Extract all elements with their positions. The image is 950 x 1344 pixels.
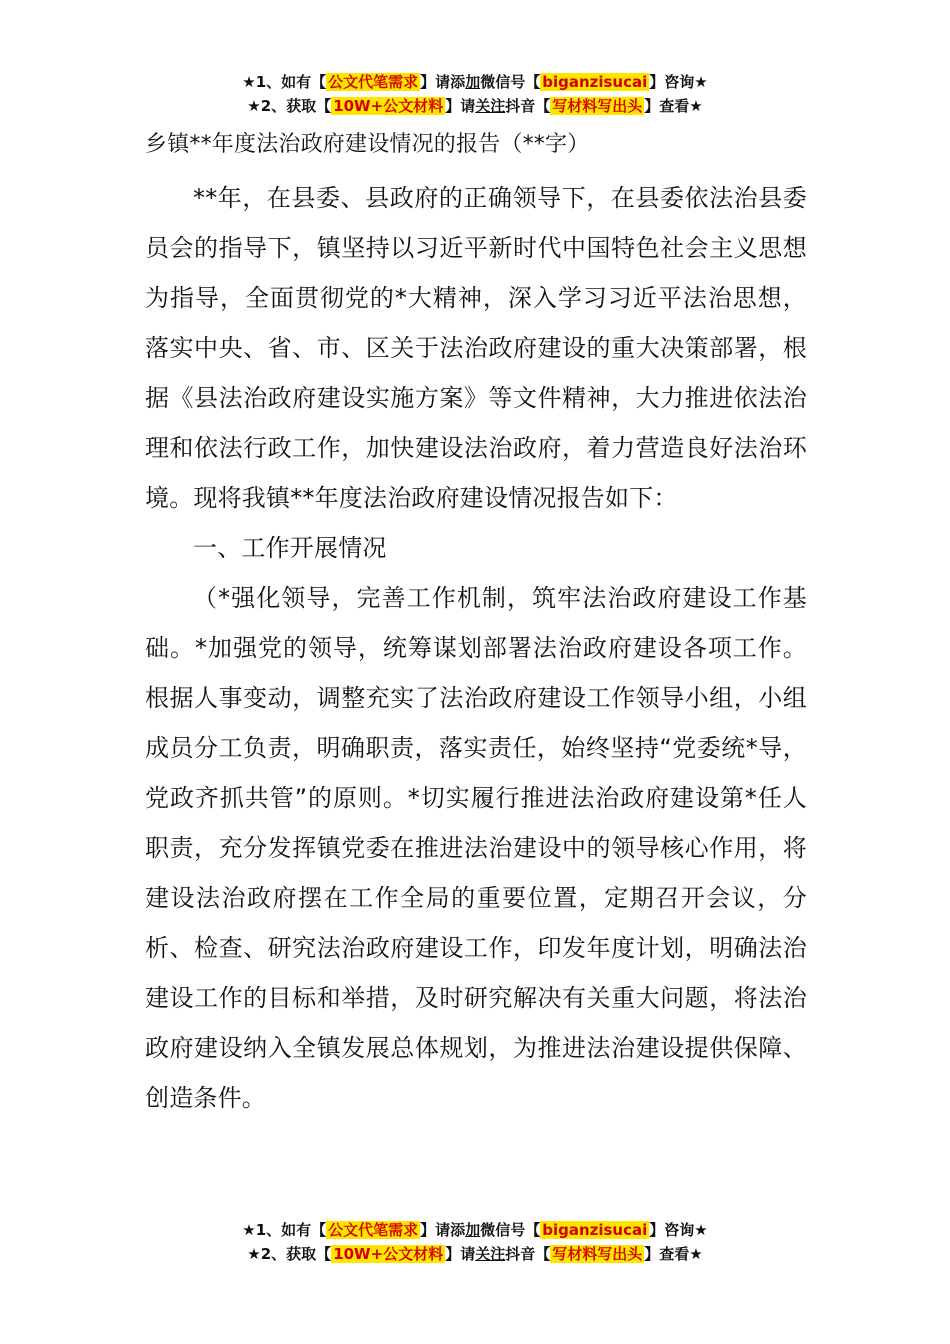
promo-banner-bottom — [0, 1218, 950, 1266]
promo-text-underlined: 关注 — [475, 97, 506, 115]
promo-highlight: 10W+公文材料 — [333, 97, 444, 115]
promo-text: ★2、获取【 — [247, 1245, 332, 1263]
promo-text: 抖音【 — [505, 97, 551, 115]
section-heading: 一、工作开展情况 — [193, 534, 387, 562]
promo-douyin-account: 写材料写出头 — [552, 1245, 643, 1263]
promo-highlight: 公文代笔需求 — [328, 73, 419, 91]
promo-douyin-account: 写材料写出头 — [552, 97, 643, 115]
promo-line-1 — [0, 1218, 950, 1242]
promo-text: 】请 — [445, 1245, 476, 1263]
promo-text: 】请 — [445, 97, 476, 115]
promo-text: 】查看★ — [644, 97, 703, 115]
promo-text-underlined: 加 — [465, 1221, 481, 1239]
paragraph-intro: **年，在县委、县政府的正确领导下，在县委依法治县委员会的指导下，镇坚持以习近平新时代中国特色社会主义思想为指导，全面贯彻党的*大精神，深入学习习近平法治思想，落实中央、省、市、区关于法治政府建设的重大决策部署，根据《县法治政府建设实施方案》等文件精神，大力推进依法治理和依法行政工作，加快建设法治政府，着力营造良好法治环境。现将我镇**年度法治政府建设情况报告如下： — [145, 184, 807, 512]
paragraph-body: （*强化领导，完善工作机制，筑牢法治政府建设工作基础。*加强党的领导，统筹谋划部署法治政府建设各项工作。根据人事变动，调整充实了法治政府建设工作领导小组，小组成员分工负责，明确职责，落实责任，始终坚持“党委统*导，党政齐抓共管”的原则。*切实履行推进法治政府建设第*任人职责，充分发挥镇党委在推进法治建设中的领导核心作用，将建设法治政府摆在工作全局的重要位置，定期召开会议，分析、检查、研究法治政府建设工作，印发年度计划，明确法治建设工作的目标和举措，及时研究解决有关重大问题，将法治政府建设纳入全镇发展总体规划，为推进法治建设提供保障、创造条件。 — [145, 584, 807, 1112]
promo-text: 】查看★ — [644, 1245, 703, 1263]
promo-highlight: 公文代笔需求 — [328, 1221, 419, 1239]
promo-text-underlined: 加 — [465, 73, 481, 91]
document-title: 乡镇**年度法治政府建设情况的报告（**字） — [145, 132, 590, 157]
promo-line-1 — [0, 70, 950, 94]
promo-text: 】请添 — [420, 73, 466, 91]
promo-wechat-id: biganzisucai — [542, 1221, 648, 1239]
promo-text: ★2、获取【 — [247, 97, 332, 115]
promo-line-2 — [0, 1242, 950, 1266]
promo-line-2 — [0, 94, 950, 118]
promo-text: 】咨询★ — [649, 1221, 708, 1239]
promo-text: 】请添 — [420, 1221, 466, 1239]
promo-text: 微信号【 — [480, 1221, 541, 1239]
promo-text: 微信号【 — [480, 73, 541, 91]
promo-text-underlined: 关注 — [475, 1245, 506, 1263]
promo-text: ★1、如有【 — [242, 73, 327, 91]
promo-text: 抖音【 — [505, 1245, 551, 1263]
promo-wechat-id: biganzisucai — [542, 73, 648, 91]
document-body — [145, 123, 807, 1123]
promo-banner-top — [0, 70, 950, 118]
promo-text: ★1、如有【 — [242, 1221, 327, 1239]
promo-text: 】咨询★ — [649, 73, 708, 91]
promo-highlight: 10W+公文材料 — [333, 1245, 444, 1263]
